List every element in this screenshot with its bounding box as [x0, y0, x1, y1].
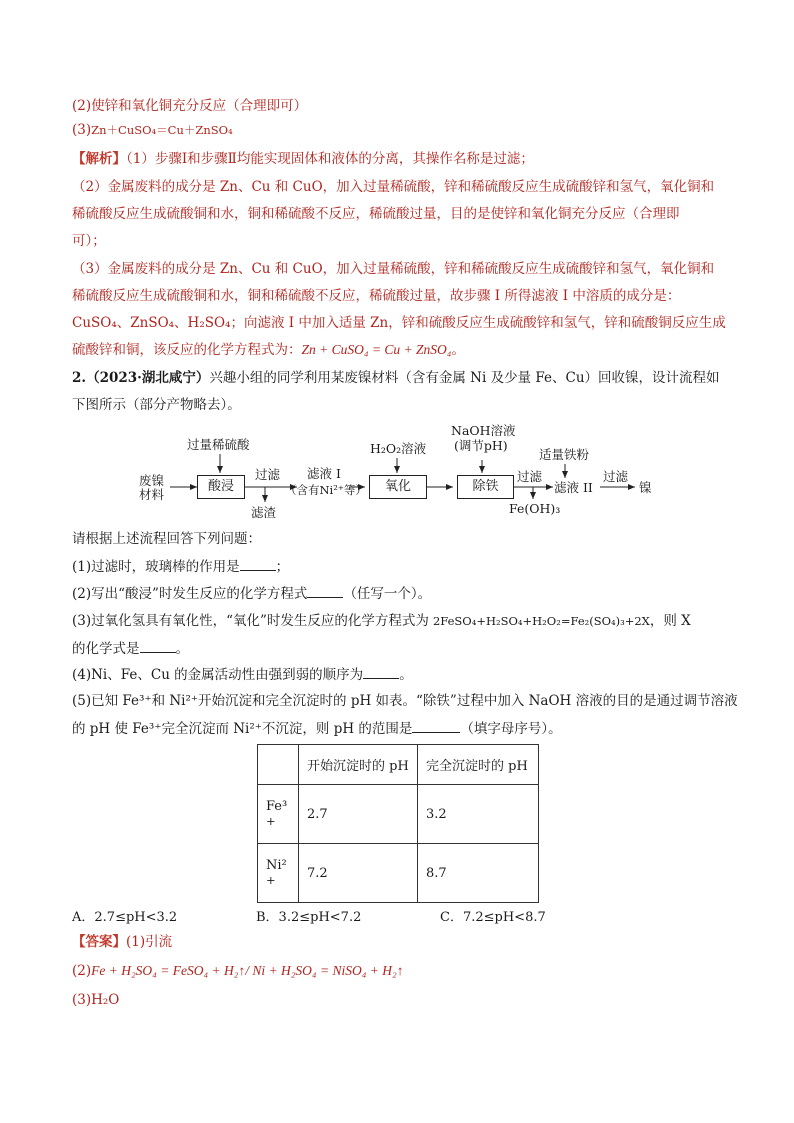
table-cell: 7.2 [299, 844, 418, 903]
analysis-p3-l1: （3）金属废料的成分是 Zn、Cu 和 CuO，加入过量稀硫酸，锌和稀硫酸反应生成硫酸锌和氢气，氧化铜和 [72, 261, 715, 277]
answer-line-2: (2)使锌和氧化铜充分反应（合理即可） [72, 98, 308, 114]
question-number: 2. [72, 370, 87, 386]
step-oxidation: 氧化 [369, 475, 427, 499]
analysis-p1: 【解析】（1）步骤Ⅰ和步骤Ⅱ均能实现固体和液体的分离，其操作名称是过滤； [72, 151, 534, 167]
table-header-row [258, 745, 539, 785]
option-a[interactable]: A．2.7≤pH<3.2 [72, 910, 178, 925]
process-flow-diagram [125, 420, 685, 520]
analysis-p2-l3: 可）； [72, 233, 106, 249]
answer-tag: 【答案】 [72, 934, 126, 950]
question-1: (1)过滤时，玻璃棒的作用是 ； [72, 556, 289, 577]
step-acid-leach: 酸浸 [197, 475, 245, 499]
table-row [258, 844, 539, 903]
answer-2: (2)Fe + H₂SO₄ = FeSO₄ + H₂↑/ Ni + H₂SO₄ = NiSO₄ + H₂↑ [72, 963, 404, 979]
question-4: (4)Ni、Fe、Cu 的金属活动性由强到弱的顺序为 。 [72, 664, 413, 685]
residue-label: 滤渣 [251, 505, 277, 520]
question-5-l2: 的 pH 使 Fe³⁺完全沉淀而 Ni²⁺不沉淀，则 pH 的范围是 （填字母序号）。 [72, 718, 562, 739]
answer-blank[interactable] [412, 718, 460, 733]
equation: 2FeSO₄+H₂SO₄+H₂O₂=Fe₂(SO₄)₃+2X [432, 614, 650, 628]
analysis-p3-l3: CuSO₄、ZnSO₄、H₂SO₄；向滤液 I 中加入适量 Zn，锌和硫酸反应生成硫酸锌和氢气，锌和硫酸铜反应生成 [72, 315, 726, 331]
table-row [258, 785, 539, 844]
reagent-iron-powder: 适量铁粉 [539, 447, 590, 462]
step-iron-removal: 除铁 [457, 475, 514, 499]
filtrate-1-label: 滤液 I [307, 466, 341, 481]
ph-table [257, 744, 539, 903]
raw-material-label: 废镍 材料 [139, 473, 165, 502]
question-2: (2)写出“酸浸”时发生反应的化学方程式 （任写一个）。 [72, 583, 431, 604]
answer-1: 【答案】(1)引流 [72, 934, 173, 950]
reagent-naoh-note: (调节pH) [454, 438, 508, 453]
table-header-cell: 完全沉淀时的 pH [418, 745, 539, 785]
reagent-h2o2: H₂O₂溶液 [370, 441, 427, 456]
answer-blank[interactable] [240, 556, 276, 571]
question-5: (5)已知 Fe³⁺和 Ni²⁺开始沉淀和完全沉淀时的 pH 如表。“除铁”过程中加入 NaOH 溶液的目的是通过调节溶液 [72, 693, 738, 709]
filtrate-1-note: （含有Ni²⁺等） [285, 483, 367, 497]
answer-blank[interactable] [307, 583, 343, 598]
question-3: (3)过氧化氢具有氧化性，“氧化”时发生反应的化学方程式为 2FeSO₄+H₂SO₄+H₂O₂=Fe₂(SO₄)₃+2X，则 X [72, 613, 691, 629]
answer-line-3: (3)Zn＋CuSO₄＝Cu＋ZnSO₄ [72, 122, 233, 138]
analysis-tag: 【解析】 [72, 151, 126, 167]
question-source: （2023·湖北咸宁） [86, 370, 210, 386]
table-cell: 3.2 [418, 785, 539, 844]
ion-cell: Fe³ + [258, 785, 299, 844]
sub-questions-intro: 请根据上述流程回答下列问题： [72, 531, 261, 547]
table-cell: 8.7 [418, 844, 539, 903]
filtrate-2-label: 滤液 II [554, 480, 593, 495]
equation: Zn＋CuSO₄＝Cu＋ZnSO₄ [91, 123, 233, 137]
precipitate-label: Fe(OH)₃ [509, 501, 561, 516]
analysis-p3-l4: 硫酸锌和铜，该反应的化学方程式为：Zn + CuSO₄ = Cu + ZnSO₄。 [72, 342, 465, 358]
equation: Zn + CuSO₄ = Cu + ZnSO₄ [301, 342, 452, 357]
question-3-l2: 的化学式是 。 [72, 638, 189, 659]
answer-3: (3)H₂O [72, 992, 120, 1008]
product-nickel: 镍 [639, 480, 652, 495]
option-c[interactable]: C．7.2≤pH<8.7 [440, 910, 546, 925]
equation: Fe + H₂SO₄ = FeSO₄ + H₂↑/ Ni + H₂SO₄ = NiSO₄ + H₂↑ [91, 963, 404, 978]
question-2-intro-l2: 下图所示（部分产物略去）。 [72, 397, 241, 413]
table-cell: 2.7 [299, 785, 418, 844]
filter-label-1: 过滤 [255, 467, 281, 482]
reagent-naoh: NaOH溶液 [451, 423, 516, 438]
analysis-p3-l2: 稀硫酸反应生成硫酸铜和水，铜和稀硫酸不反应，稀硫酸过量，故步骤 I 所得滤液 I 中溶质的成分是： [72, 288, 681, 304]
ion-cell: Ni² + [258, 844, 299, 903]
table-header-cell [258, 745, 299, 785]
reagent-dilute-sulfuric-acid: 过量稀硫酸 [187, 437, 250, 452]
table-header-cell: 开始沉淀时的 pH [299, 745, 418, 785]
question-2-intro: 2.（2023·湖北咸宁）兴趣小组的同学利用某废镍材料（含有金属 Ni 及少量 Fe、Cu）回收镍，设计流程如 [72, 370, 720, 386]
answer-blank[interactable] [140, 638, 176, 653]
flow-arrows [125, 420, 685, 520]
option-b[interactable]: B．3.2≤pH<7.2 [256, 910, 362, 925]
analysis-p2-l1: （2）金属废料的成分是 Zn、Cu 和 CuO，加入过量稀硫酸，锌和稀硫酸反应生成硫酸锌和氢气，氧化铜和 [72, 179, 715, 195]
answer-blank[interactable] [363, 664, 399, 679]
analysis-p2-l2: 稀硫酸反应生成硫酸铜和水，铜和稀硫酸不反应，稀硫酸过量，目的是使锌和氧化铜充分反应（合理即 [72, 206, 680, 222]
filter-label-2: 过滤 [517, 469, 543, 484]
filter-label-3: 过滤 [603, 469, 629, 484]
